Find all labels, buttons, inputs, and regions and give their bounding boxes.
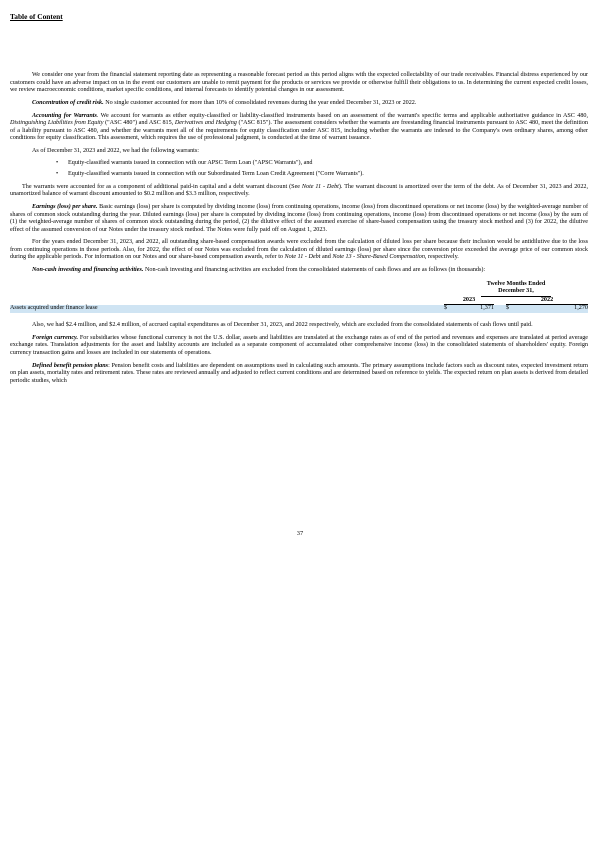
section-lead: Concentration of credit risk. — [32, 99, 104, 106]
paragraph-warrants-intro: As of December 31, 2023 and 2022, we had the following warrants: — [32, 148, 199, 155]
paragraph-concentration-credit-risk: Concentration of credit risk. No single customer accounted for more than 10% of consolidated revenues during the year ended December 31, 2023 or 2022. — [32, 99, 417, 106]
bullet-icon: • — [56, 159, 59, 166]
section-lead: Earnings (loss) per share. — [32, 204, 98, 211]
list-item: • Equity-classified warrants issued in connection with our Subordinated Term Loan Credit Agreement ("Corre Warrants"). — [56, 171, 364, 178]
paragraph-accounting-warrants: Accounting for Warrants. We account for warrants as either equity-classified or liability-classified instruments based on an assessment of the warrant's specific terms and applicable authoritative guidance in ASC 480, Distinguishing Liabilities from Equity ("ASC 480") and ASC 815, Derivatives and Hedging ("ASC 815"). The assessment considers whether the warrants are freestanding financial instruments pursuant to ASC 480, meet the definition of a liability pursuant to ASC 480, and whether the warrants meet all of the requirements for equity classification under ASC 815, including whether the warrants are indexed to the Company's own ordinary shares, among other conditions for equity classification. This assessment, which requires the use of professional judgment, is conducted at the time of warrant issuance. — [10, 112, 589, 142]
page-number: 37 — [296, 530, 304, 537]
table-row — [10, 305, 588, 313]
column-header-2023: 2023 — [444, 297, 494, 305]
page-body — [10, 72, 588, 391]
currency-symbol: $ — [444, 305, 454, 313]
row-label: Assets acquired under finance lease — [10, 305, 444, 313]
table-group-header: Twelve Months Ended December 31, — [444, 281, 588, 297]
section-lead: Defined benefit pension plans — [32, 362, 109, 369]
paragraph-pension-plans: Defined benefit pension plans: Pension benefit costs and liabilities are dependent on assumptions used in calculating such amounts. The primary assumptions include factors such as discount rates, expected investment return on plan assets, mortality rates and retirement rates. These rates are reviewed annually and adjusted to reflect current conditions and are determined based on reference to yields. The expected return on plan assets is derived from detailed periodic studies, which — [10, 362, 588, 384]
paragraph-accrued-capex: Also, we had $2.4 million, and $2.4 million, of accrued capital expenditures as of December 31, 2023, and 2022 respectively, which are excluded from the consolidated statements of cash flows until paid. — [32, 321, 533, 328]
paragraph-warrant-discount: The warrants were accounted for as a component of additional paid-in capital and a debt warrant discount (See Note 11 - Debt). The warrant discount is amortized over the term of the debt. As of December 31, 2023 and 2022, unamortized balance of warrant discount amounted to $0.2 million and $3.3 million, respectively. — [10, 183, 589, 198]
section-lead: Non-cash investing and financing activities. — [32, 267, 144, 274]
paragraph-earnings-per-share: Earnings (loss) per share. Basic earnings (loss) per share is computed by dividing income (loss) from continuing operations, income (loss) from discontinued operations or net income (loss) by the weighted-average number of shares of common stock outstanding during the year. Diluted earnings (loss) per share is computed by dividing income (loss) from continuing operations, income (loss) from discontinued operations or net income (loss) by the sum of (1) the weighted-average number of shares of common stock outstanding during the period, (2) the dilutive effect of the assumed exercise of share-based compensation using the treasury stock method and (3) for 2022, the dilutive effect of the assumed conversion of our Notes under the treasury stock method. The Notes were fully paid off on August 1, 2023. — [10, 204, 589, 233]
currency-symbol: $ — [506, 305, 516, 313]
list-item: • Equity-classified warrants issued in connection with our APSC Term Loan ("APSC Warrants"), and — [56, 159, 313, 166]
section-lead: Foreign currency. — [32, 334, 79, 341]
table-of-content-link[interactable]: Table of Content — [10, 12, 63, 21]
non-cash-activities-table — [10, 281, 588, 313]
paragraph-non-cash-activities: Non-cash investing and financing activities. Non-cash investing and financing activities are excluded from the consolidated statements of cash flows and are as follows (in thousands): — [32, 267, 486, 274]
paragraph-credit-losses: We consider one year from the financial statement reporting date as representing a reasonable forecast period as this period aligns with the expected collectability of our trade receivables. Financial distress experienced by our customers could have an adverse impact on us in the event our customers are unable to remit payment for the products or services we provide or otherwise fulfill their obligations to us. In determining the current expected credit losses, we review macroeconomic conditions, market specific conditions, and internal forecasts to identify potential changes in our assessment. — [10, 72, 588, 93]
section-lead: Accounting for Warrants — [32, 112, 97, 119]
column-header-2022: 2022 — [506, 297, 588, 305]
paragraph-foreign-currency: Foreign currency. For subsidiaries whose functional currency is not the U.S. dollar, assets and liabilities are translated at the exchange rates as of end of the period and revenues and expenses are translated at period average exchange rates. Translation adjustments for the asset and liability accounts are included as a separate component of accumulated other comprehensive income (loss) in the consolidated statements of shareholders' equity. Foreign currency transaction gains and losses are included in our statements of operations. — [10, 334, 589, 356]
bullet-icon: • — [56, 171, 59, 178]
paragraph-antidilutive: For the years ended December 31, 2023, and 2022, all outstanding share-based compensation awards were excluded from the calculation of diluted loss per share because their inclusion would be antidilutive due to the loss from continuing operations in those periods. Also, for 2022, the effect of our Notes was excluded from the calculation of diluted earnings (loss) per share since the conversion price exceeded the average price of our common stock during the applicable periods. For information on our Notes and our share-based compensation awards, refer to Note 11 - Debt and Note 13 - Share-Based Compensation, respectively. — [10, 239, 588, 261]
value-2022: 1,270 — [516, 305, 588, 313]
warrants-list — [10, 160, 588, 179]
value-2023: 1,371 — [454, 305, 494, 313]
